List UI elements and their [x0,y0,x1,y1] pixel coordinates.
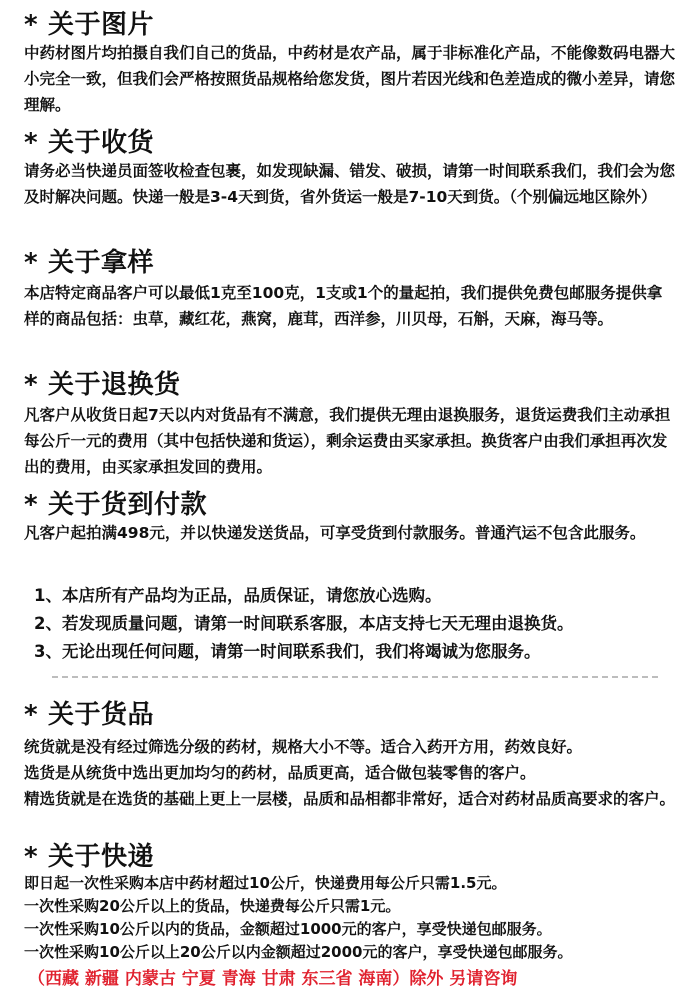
paragraph-line: 精选货就是在选货的基础上更上一层楼，品质和品相都非常好，适合对药材品质高要求的客户。 [24,790,676,808]
paragraph-line: 中药材图片均拍摄自我们自己的货品，中药材是农产品，属于非标准化产品，不能像数码电器大小完全一致，但我们会严格按照货品规格给您发货，图片若因光线和色差造成的微小差异，请您理解。 [24,44,676,114]
excluded-regions-note: （西藏 新疆 内蒙古 宁夏 青海 甘肃 东三省 海南）除外 另请咨询 [28,969,518,989]
section-title-pictures [24,10,154,40]
list-item: 1、本店所有产品均为正品，品质保证，请您放心选购。 [34,586,442,605]
paragraph-line: 本店特定商品客户可以最低1克至100克，1支或1个的量起拍，我们提供免费包邮服务提供拿样的商品包括：虫草，藏红花，燕窝，鹿茸，西洋参，川贝母，石斛，天麻，海马等。 [24,284,663,328]
section-title-grades [24,700,154,730]
section-title-shipping [24,842,154,872]
section-body-returns [24,402,676,480]
bullet-star: * [24,700,39,730]
paragraph-line: 一次性采购20公斤以上的货品，快递费每公斤只需1元。 [24,897,401,915]
section-body-grades [24,734,676,812]
section-heading: 关于收货 [48,128,155,158]
section-body-shipping [24,872,676,964]
paragraph-line: 一次性采购10公斤以上20公斤以内金额超过2000元的客户，享受快递包邮服务。 [24,943,573,961]
section-title-returns [24,370,181,400]
dashed-divider [52,676,658,678]
paragraph-line: 凡客户从收货日起7天以内对货品有不满意，我们提供无理由退换服务，退货运费我们主动承担每公斤一元的费用（其中包括快递和货运），剩余运费由买家承担。换货客户由我们承担再次发出的费用，由买家承担发回的费用。 [24,406,671,476]
section-body-cod [24,520,676,546]
section-heading: 关于货品 [48,700,155,730]
section-heading: 关于图片 [48,10,155,40]
section-heading: 关于快递 [48,842,155,872]
section-body-pictures [24,40,676,118]
bullet-star: * [24,128,39,158]
section-body-receiving [24,158,676,210]
paragraph-line: 即日起一次性采购本店中药材超过10公斤，快递费用每公斤只需1.5元。 [24,874,507,892]
paragraph-line: 一次性采购10公斤以内的货品，金额超过1000元的客户，享受快递包邮服务。 [24,920,552,938]
bullet-star: * [24,490,39,520]
section-title-samples [24,248,154,278]
section-body-samples [24,280,676,332]
paragraph-line: 凡客户起拍满498元，并以快递发送货品，可享受货到付款服务。普通汽运不包含此服务。 [24,524,646,542]
section-heading: 关于货到付款 [48,490,208,520]
bullet-star: * [24,10,39,40]
section-heading: 关于退换货 [48,370,181,400]
bullet-star: * [24,248,39,278]
list-item: 3、无论出现任何问题，请第一时间联系我们，我们将竭诚为您服务。 [34,642,541,661]
paragraph-line: 选货是从统货中选出更加均匀的药材，品质更高，适合做包装零售的客户。 [24,764,536,782]
paragraph-line: 统货就是没有经过筛选分级的药材，规格大小不等。适合入药开方用，药效良好。 [24,738,583,756]
bullet-star: * [24,842,39,872]
section-heading: 关于拿样 [48,248,155,278]
bullet-star: * [24,370,39,400]
list-item: 2、若发现质量问题，请第一时间联系客服，本店支持七天无理由退换货。 [34,614,574,633]
section-title-receiving [24,128,154,158]
promise-list [34,582,684,666]
section-title-cod [24,490,207,520]
paragraph-line: 请务必当快递员面签收检查包裹，如发现缺漏、错发、破损，请第一时间联系我们，我们会为您及时解决问题。快递一般是3-4天到货，省外货运一般是7-10天到货。（个别偏远地区除外） [24,162,676,206]
